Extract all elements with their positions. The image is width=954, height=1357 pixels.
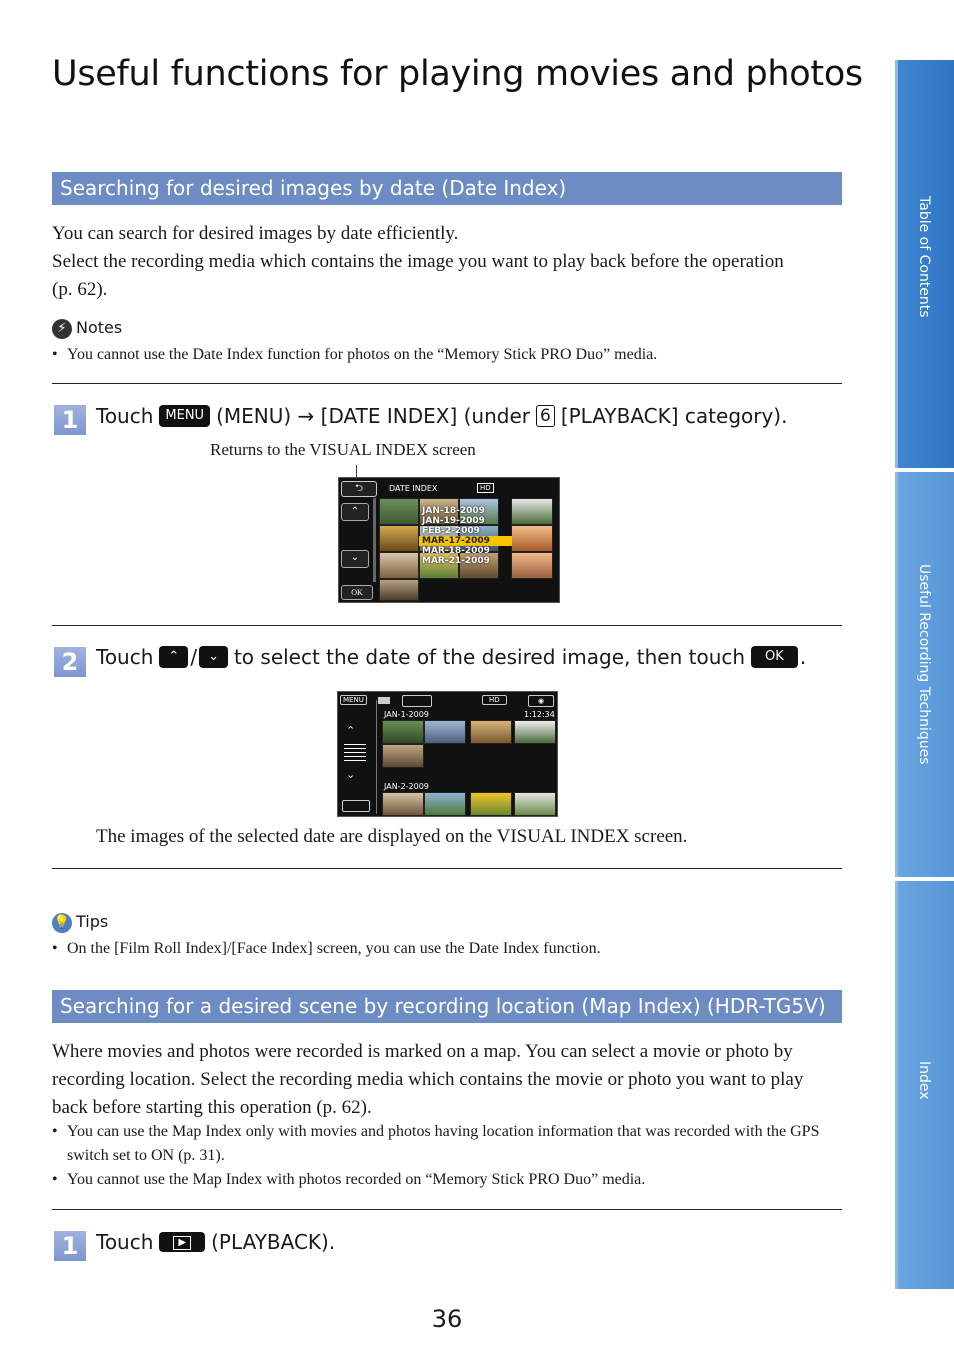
thumbnail[interactable]: [470, 720, 512, 744]
return-callout: Returns to the VISUAL INDEX screen: [210, 440, 476, 459]
down-arrow-icon[interactable]: ⌄: [341, 550, 369, 568]
down-arrow-icon: ⌄: [199, 646, 228, 668]
ok-icon: OK: [751, 646, 798, 668]
return-icon[interactable]: ⮌: [341, 481, 377, 497]
menu-icon: MENU: [159, 405, 210, 427]
notes-icon: ⚡: [52, 319, 72, 339]
side-tab-useful-recording-techniques[interactable]: [895, 472, 954, 877]
thumbnail[interactable]: [514, 792, 556, 816]
return-icon[interactable]: [342, 800, 370, 812]
date-index-screen: [338, 477, 560, 603]
tips-label: Tips: [76, 912, 109, 931]
date-item[interactable]: JAN-19-2009: [422, 516, 485, 526]
date-1-label: JAN-1-2009: [384, 710, 429, 719]
hd-button[interactable]: HD: [482, 695, 507, 705]
section2-intro: Where movies and photos were recorded is marked on a map. You can select a movie or photo by recording location. Select the recording media which contains the movie or photo you want to play back before starting this operation (p. 62).: [52, 1041, 804, 1118]
up-arrow-icon[interactable]: ⌃: [346, 725, 356, 737]
side-tab-table-of-contents[interactable]: [895, 60, 954, 468]
media-icon: [378, 697, 390, 704]
side-tab-index[interactable]: [895, 881, 954, 1289]
step-badge-2: 2: [54, 647, 86, 677]
date-item[interactable]: FEB-2-2009: [422, 526, 480, 536]
page-number: 36: [431, 1305, 463, 1333]
map-bullet-1: • You can use the Map Index only with movies and photos having location information that was recorded with the GPS switch set to ON (p. 31).: [52, 1120, 842, 1168]
date-index-title: DATE INDEX: [389, 484, 438, 493]
divider-line: [376, 700, 377, 814]
film-roll-button[interactable]: [402, 695, 432, 707]
scrollbar[interactable]: [373, 498, 376, 582]
playback-icon: ▶: [159, 1232, 205, 1252]
tips-header: [52, 912, 108, 933]
date-item[interactable]: MAR-21-2009: [422, 556, 490, 566]
step-2-caption: The images of the selected date are displayed on the VISUAL INDEX screen.: [96, 826, 688, 847]
thumbnail[interactable]: [382, 792, 424, 816]
step-1-instruction: [96, 404, 787, 428]
step-badge-1: 1: [54, 405, 86, 435]
up-arrow-icon[interactable]: ⌃: [341, 503, 369, 521]
date-2-label: JAN-2-2009: [384, 782, 429, 791]
section-heading-map-index: Searching for a desired scene by recording location (Map Index) (HDR-TG5V): [52, 990, 842, 1023]
note-item: • You cannot use the Date Index function for photos on the “Memory Stick PRO Duo” media.: [52, 343, 842, 367]
notes-header: [52, 318, 122, 339]
map-bullet-2: • You cannot use the Map Index with photos recorded on “Memory Stick PRO Duo” media.: [52, 1168, 842, 1192]
notes-label: Notes: [76, 318, 123, 337]
thumbnail[interactable]: [424, 720, 466, 744]
divider: [52, 625, 842, 626]
hd-badge: HD: [477, 483, 494, 493]
divider: [52, 868, 842, 869]
divider: [52, 1209, 842, 1210]
step-2-instruction: [96, 645, 806, 669]
thumbnail: [379, 552, 419, 579]
map-step-1-suffix: (PLAYBACK).: [211, 1230, 336, 1254]
time-label: 1:12:34: [524, 710, 555, 719]
step-1-text: (MENU) → [DATE INDEX] (under: [216, 404, 530, 428]
step-2-text: to select the date of the desired image, then touch: [233, 645, 746, 669]
side-tab-label: Index: [916, 1061, 932, 1100]
ok-button[interactable]: OK: [341, 585, 373, 600]
map-step-1-prefix: Touch: [96, 1230, 154, 1254]
date-index-icon[interactable]: [344, 744, 366, 762]
page-title: Useful functions for playing movies and photos: [52, 54, 863, 94]
down-arrow-icon[interactable]: ⌄: [346, 769, 356, 781]
thumbnail[interactable]: [382, 744, 424, 768]
intro-line-1: You can search for desired images by date efficiently.: [52, 223, 459, 244]
menu-button[interactable]: MENU: [340, 695, 367, 705]
side-tab-label: Useful Recording Techniques: [916, 564, 932, 765]
side-tab-label: Table of Contents: [916, 196, 932, 318]
tips-icon: 💡: [52, 913, 72, 933]
date-item[interactable]: JAN-18-2009: [422, 506, 485, 516]
thumbnail[interactable]: [382, 720, 424, 744]
divider: [52, 383, 842, 384]
thumbnail[interactable]: [424, 792, 466, 816]
step-2-prefix: Touch: [96, 645, 154, 669]
thumbnail: [379, 579, 419, 601]
step-1-suffix: [PLAYBACK] category).: [560, 404, 788, 428]
thumbnail: [511, 552, 553, 579]
step-2-end: .: [799, 645, 807, 669]
tip-item: • On the [Film Roll Index]/[Face Index] screen, you can use the Date Index function.: [52, 937, 842, 961]
camera-icon[interactable]: ◉: [528, 695, 554, 707]
section-heading-date-index: Searching for desired images by date (Date Index): [52, 172, 842, 205]
up-arrow-icon: ⌃: [159, 646, 188, 668]
date-item-selected[interactable]: MAR-17-2009: [419, 536, 512, 546]
category-6-icon: 6: [536, 405, 555, 427]
thumbnail: [511, 525, 553, 552]
visual-index-screen: [337, 691, 558, 817]
step-badge-map-1: 1: [54, 1231, 86, 1261]
thumbnail[interactable]: [514, 720, 556, 744]
thumbnail[interactable]: [470, 792, 512, 816]
slash: /: [190, 645, 198, 669]
thumbnail: [379, 498, 419, 525]
step-1-prefix: Touch: [96, 404, 154, 428]
thumbnail: [379, 525, 419, 552]
map-step-1-instruction: [96, 1230, 335, 1254]
intro-line-2: Select the recording media which contains the image you want to play back before the operation (p. 62).: [52, 251, 784, 300]
date-item[interactable]: MAR-18-2009: [422, 546, 490, 556]
thumbnail: [511, 498, 553, 525]
section1-intro: [52, 220, 842, 304]
